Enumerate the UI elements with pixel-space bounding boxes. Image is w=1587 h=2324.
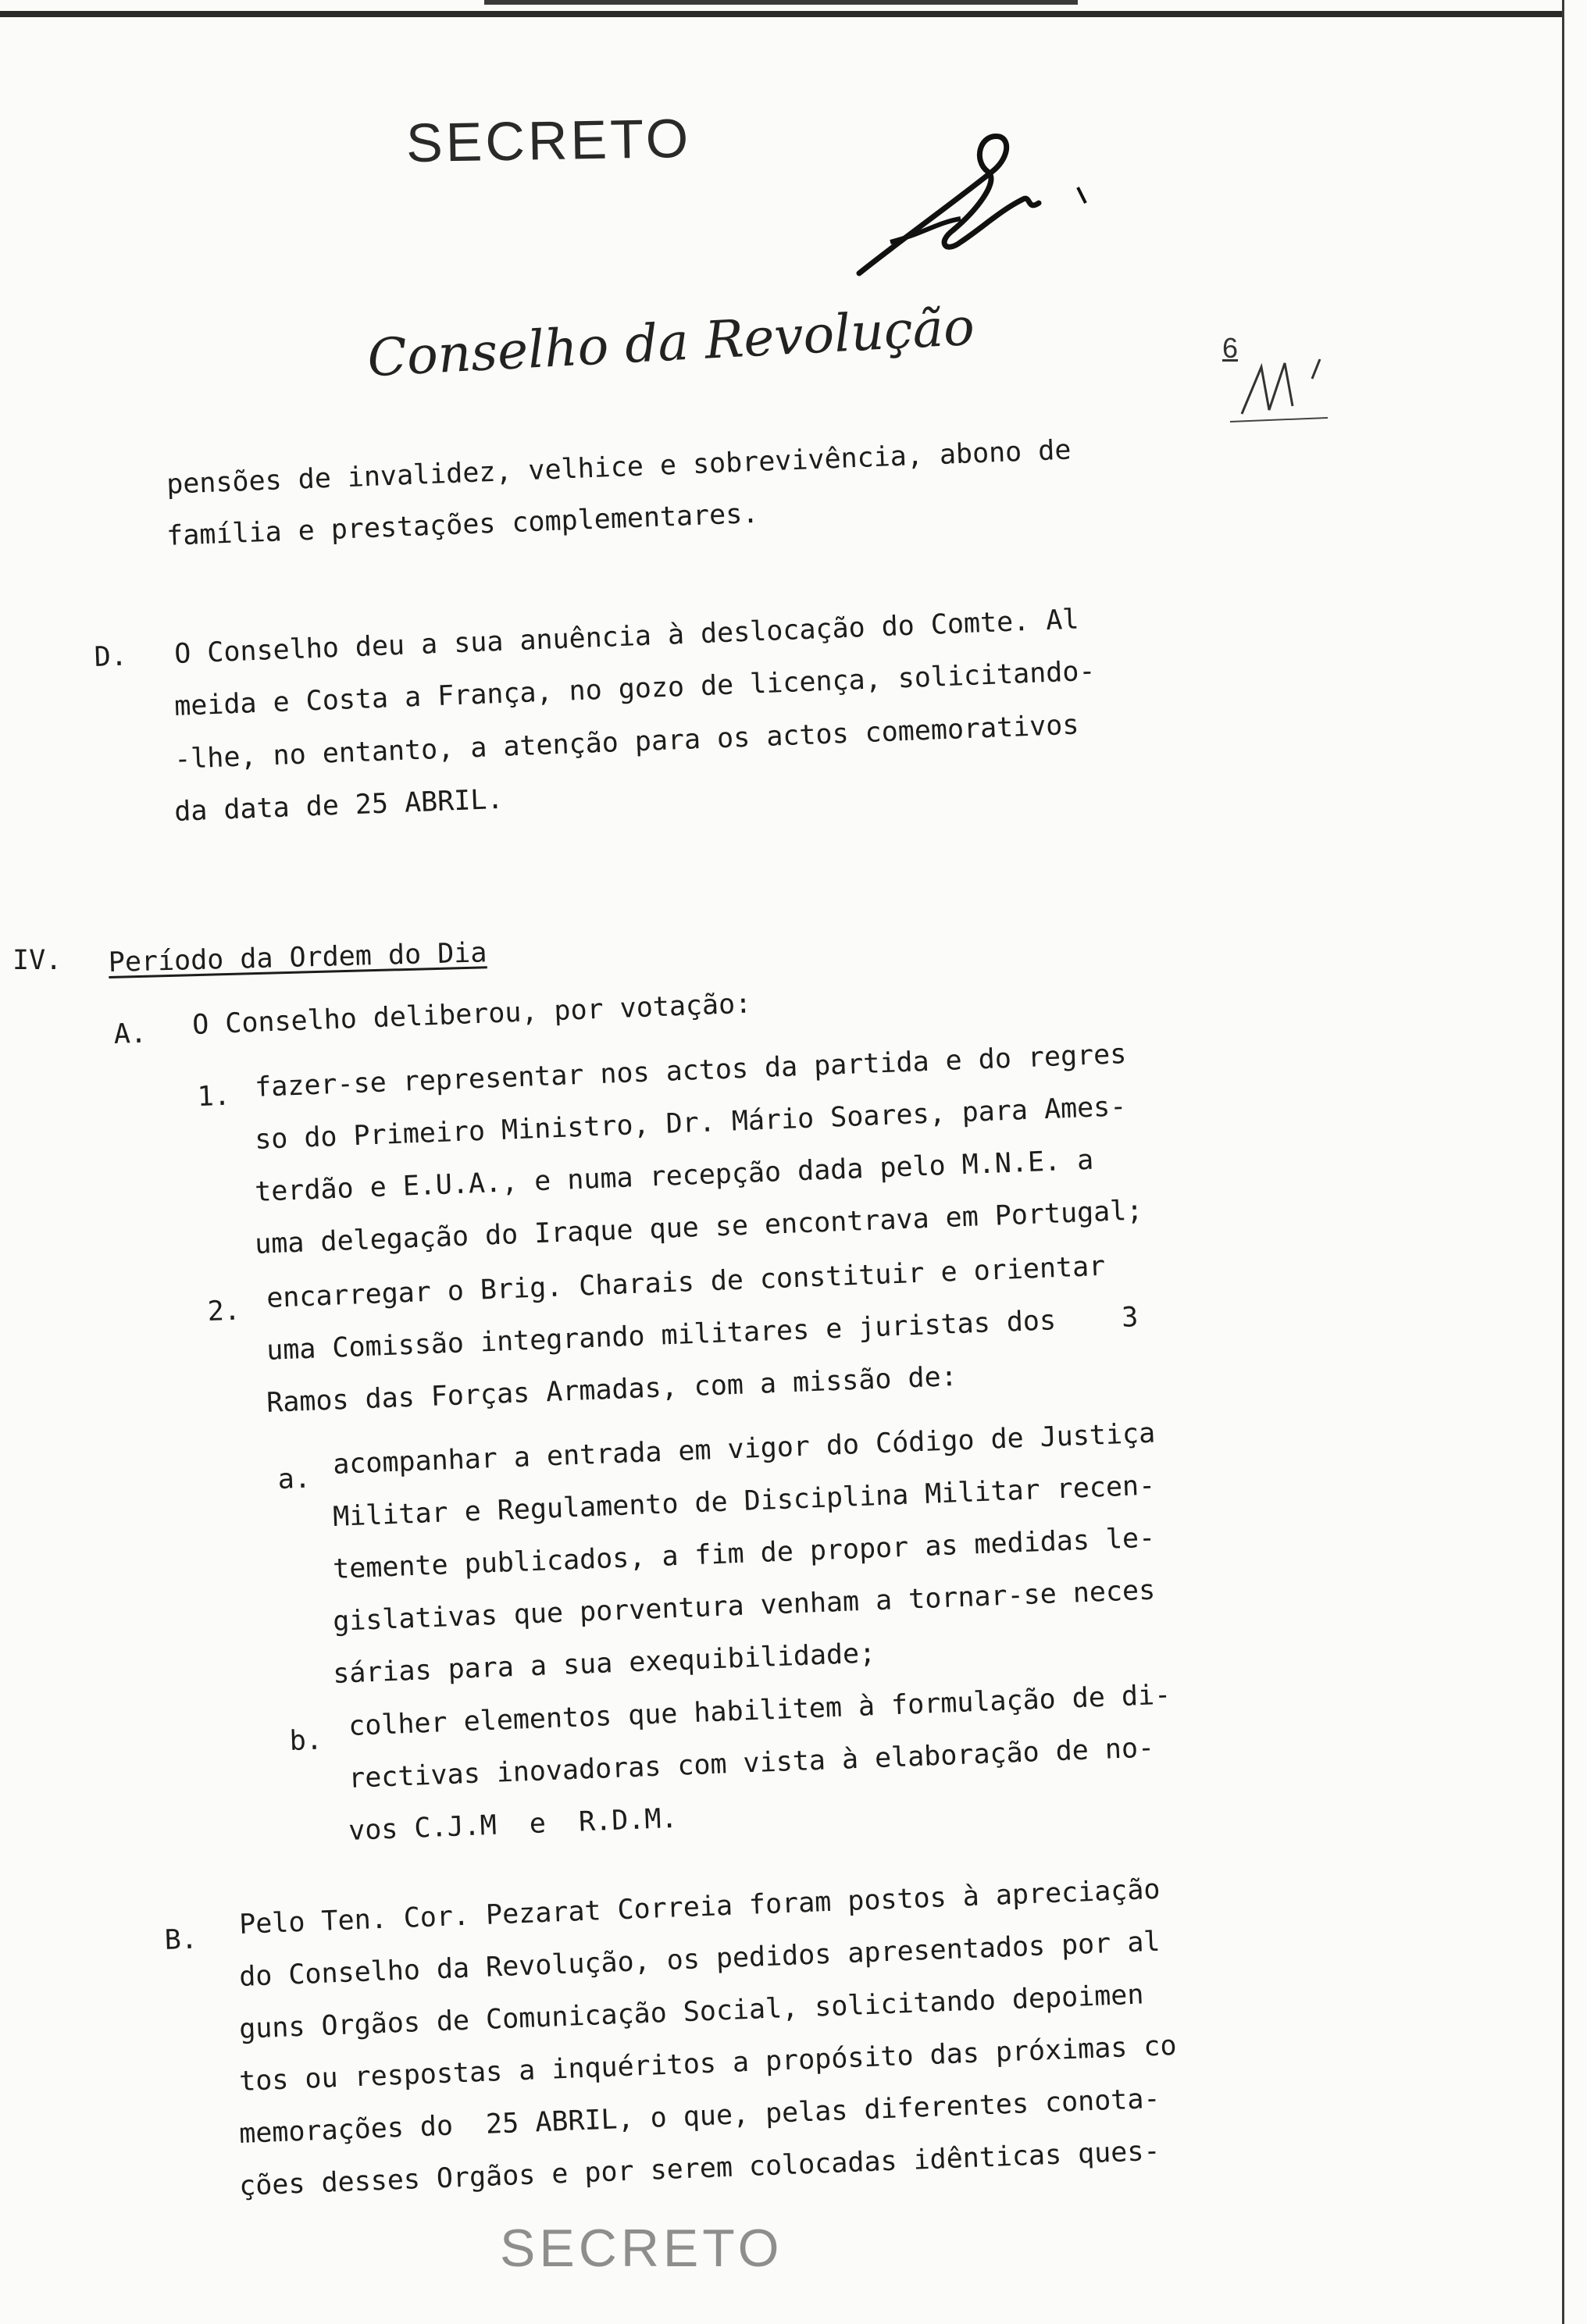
scan-edge-top [0,11,1562,17]
classification-stamp-top: SECRETO [405,107,692,174]
item-b-line: guns Orgãos de Comunicação Social, solicitando depoimen [238,1979,1145,2045]
subitem-2-label: 2. [207,1295,241,1328]
subitem-2b-label: b. [289,1724,323,1757]
subitem-2-line: uma Comissão integrando militares e juristas dos 3 [266,1302,1139,1367]
page-number: 6 [1222,332,1239,364]
subitem-1-line: uma delegação do Iraque que se encontrava em Portugal; [254,1195,1144,1260]
subitem-2-line: Ramos das Forças Armadas, com a missão de: [266,1361,958,1419]
initials [1226,344,1336,430]
item-d-line: O Conselho deu a sua anuência à deslocação do Comte. Al [173,604,1080,670]
subitem-2b-line: colher elementos que habilitem à formulação de di- [348,1679,1172,1742]
subitem-2a-line: acompanhar a entrada em vigor do Código de Justiça [332,1417,1156,1481]
subitem-2a-line: gislativas que porventura venham a tornar-se neces [332,1574,1156,1638]
subitem-2b-line: rectivas inovadoras com vista à elaboração de no- [348,1732,1155,1795]
subitem-1-line: so do Primeiro Ministro, Dr. Mário Soares, para Ames- [254,1091,1128,1156]
item-b-line: do Conselho da Revolução, os pedidos apresentados por al [238,1926,1161,1993]
item-d-line: da data de 25 ABRIL. [173,783,505,828]
scan-edge-top-mark [484,0,1078,5]
item-b-line: Pelo Ten. Cor. Pezarat Correia foram postos à apreciação [238,1873,1161,1941]
section-numeral: IV. [12,945,62,976]
item-a-label: A. [113,1018,148,1050]
signature [843,125,1109,281]
item-d-line: meida e Costa a França, no gozo de licença, solicitando- [173,655,1097,722]
organization-title: Conselho da Revolução [366,296,976,389]
subitem-1-line: terdão e E.U.A., e numa recepção dada pelo M.N.E. a [254,1144,1094,1208]
item-b-line: ções desses Orgãos e por serem colocadas idênticas ques- [238,2135,1161,2202]
scan-edge-right [1562,0,1564,2324]
subitem-1-label: 1. [197,1080,231,1113]
subitem-2a-line: temente publicados, a fim de propor as medidas le- [332,1522,1156,1585]
section-title: Período da Ordem do Dia [108,937,487,978]
item-b-line: tos ou respostas a inquéritos a propósito das próximas co [238,2030,1178,2098]
item-b-label: B. [164,1923,198,1956]
subitem-2a-label: a. [277,1463,312,1495]
subitem-2b-line: vos C.J.M e R.D.M. [348,1802,679,1847]
subitem-2-line: encarregar o Brig. Charais de constituir e orientar [266,1250,1106,1314]
subitem-1-line: fazer-se representar nos actos da partida e do regres [254,1039,1128,1103]
item-a-intro: O Conselho deliberou, por votação: [191,988,752,1041]
continuation-line-2: família e prestações complementares. [166,497,760,552]
item-d-line: -lhe, no entanto, a atenção para os actos comemorativos [173,709,1080,775]
item-b-line: memorações do 25 ABRIL, o que, pelas diferentes conota- [238,2083,1161,2150]
classification-stamp-bottom: SECRETO [500,2219,783,2278]
continuation-line-1: pensões de invalidez, velhice e sobrevivência, abono de [166,434,1072,501]
subitem-2a-line: sárias para a sua exequibilidade; [332,1638,876,1690]
item-d-label: D. [94,640,128,673]
subitem-2a-line: Militar e Regulamento de Disciplina Militar recen- [332,1470,1156,1533]
